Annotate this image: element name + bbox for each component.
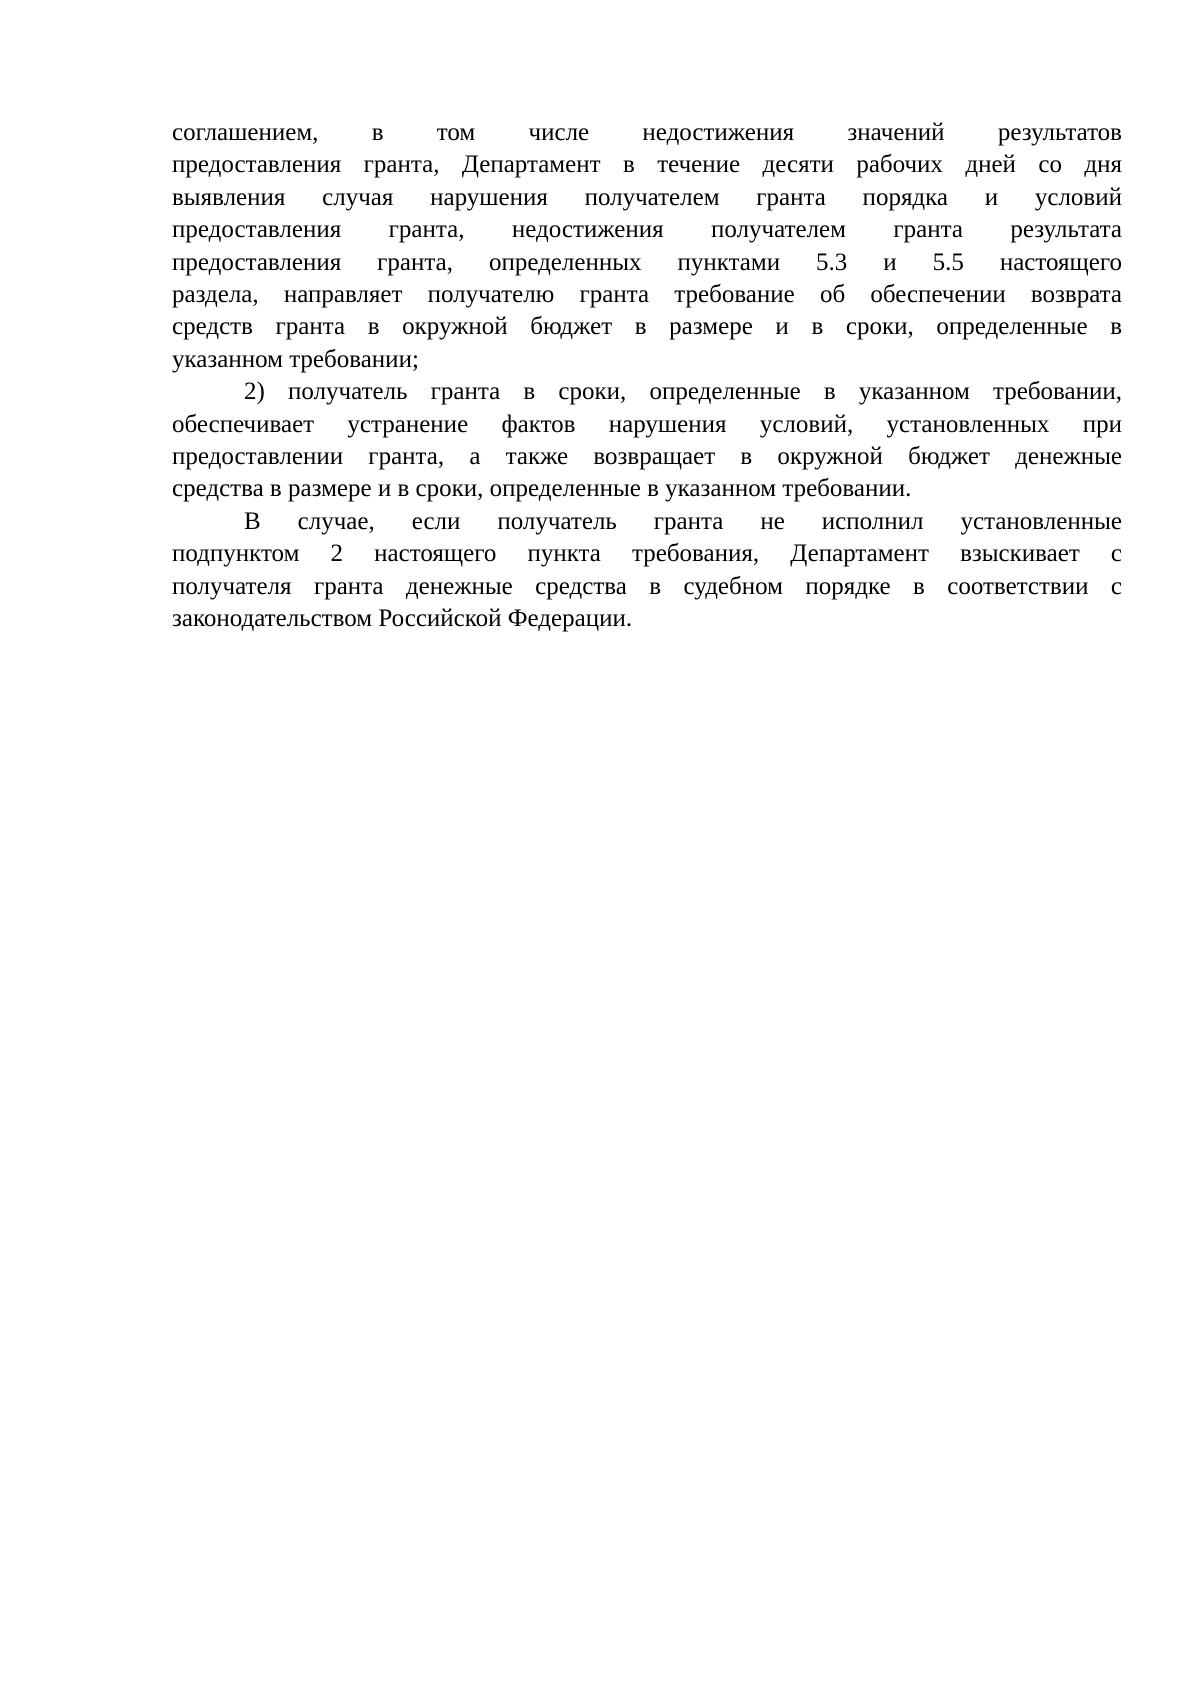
text-line: В случае, если получатель гранта не исполнил установленные [244, 507, 1122, 535]
text-line: средств гранта в окружной бюджет в размере и в сроки, определенные в [172, 313, 1122, 341]
text-line: предоставлении гранта, а также возвращает в окружной бюджет денежные [172, 443, 1122, 471]
text-line: указанном требовании; [172, 345, 419, 373]
paragraph-subitem-2 [172, 376, 1122, 506]
text-line: средства в размере и в сроки, определенные в указанном требовании. [172, 475, 912, 503]
text-line: соглашением, в том числе недостижения значений результатов [172, 119, 1122, 146]
text-line: предоставления гранта, недостижения получателем гранта результата [172, 216, 1122, 244]
text-line: раздела, направляет получателю гранта требование об обеспечении возврата [172, 281, 1122, 309]
text-line: 2) получатель гранта в сроки, определенные в указанном требовании, [244, 378, 1122, 406]
text-line: законодательством Российской Федерации. [172, 605, 633, 633]
text-line: получателя гранта денежные средства в судебном порядке в соответствии с [172, 572, 1122, 600]
document-page [172, 117, 1122, 636]
paragraph-enforcement [172, 506, 1122, 636]
text-line: подпунктом 2 настоящего пункта требования, Департамент взыскивает с [172, 540, 1122, 568]
text-line: предоставления гранта, Департамент в течение десяти рабочих дней со дня [172, 151, 1122, 179]
text-line: выявления случая нарушения получателем гранта порядка и условий [172, 183, 1122, 211]
text-line: обеспечивает устранение фактов нарушения условий, установленных при [172, 410, 1122, 438]
paragraph-continuation [172, 117, 1122, 376]
text-line: предоставления гранта, определенных пунктами 5.3 и 5.5 настоящего [172, 248, 1122, 276]
